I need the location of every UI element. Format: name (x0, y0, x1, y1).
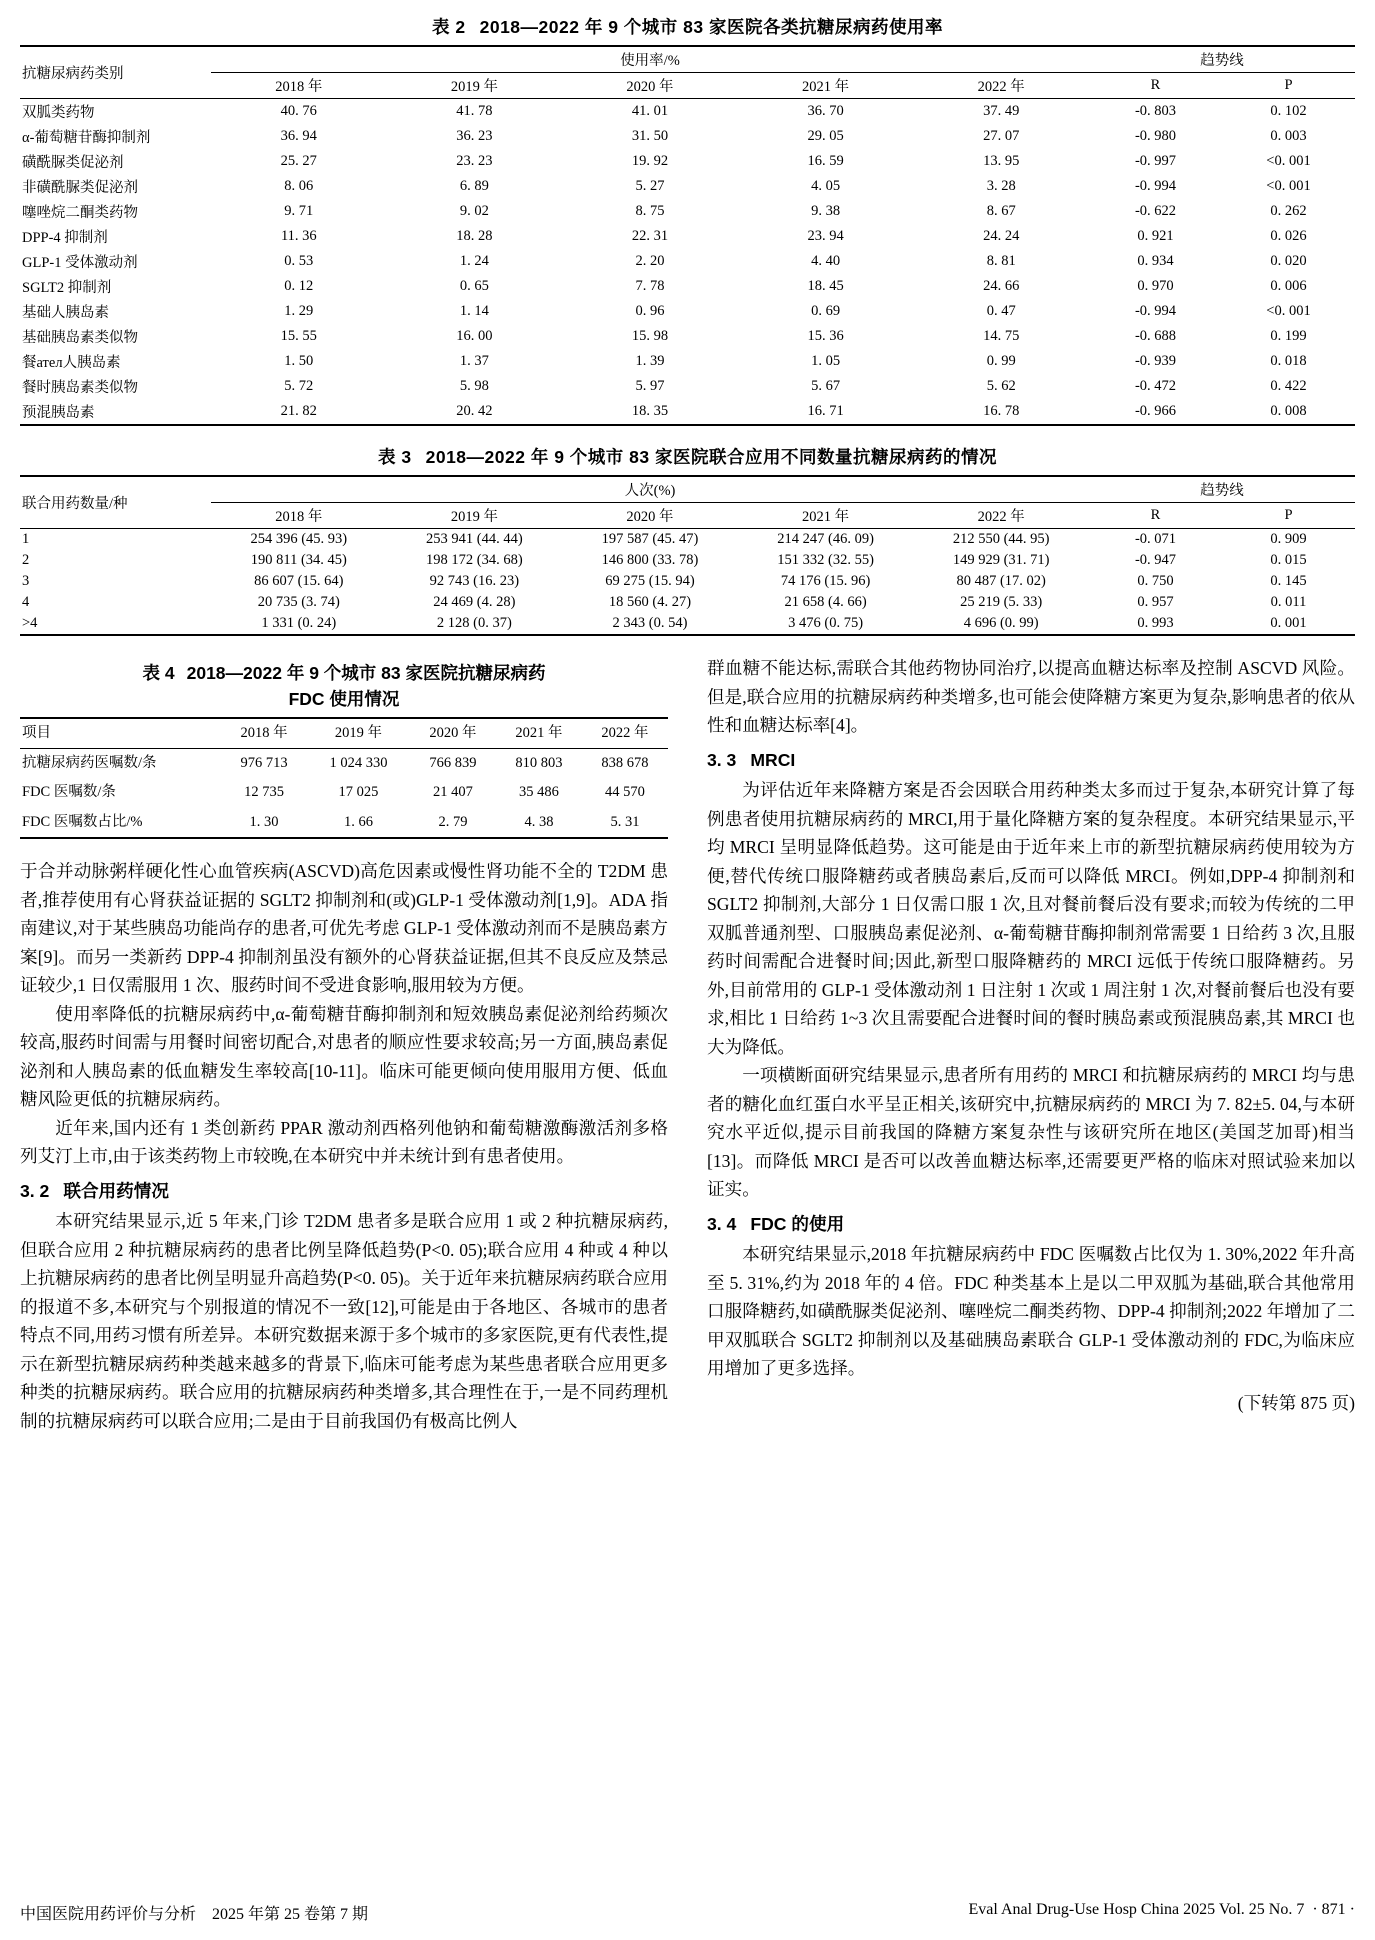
table3-col-r: R (1089, 503, 1222, 529)
cell: 766 839 (429, 754, 477, 771)
table2-row-label: 基础人胰岛素 (22, 305, 109, 321)
table4-col-2019: 2019 年 (307, 718, 410, 749)
table2-group-usage: 使用率/% (211, 46, 1089, 73)
cell: 40. 76 (280, 103, 317, 119)
cell: 8. 81 (986, 253, 1016, 269)
table3-group-trend: 趋势线 (1089, 476, 1355, 503)
table-row (20, 324, 1355, 349)
cell: 4. 05 (811, 178, 841, 194)
cell: 0. 018 (1270, 353, 1307, 369)
cell: 18 560 (4. 27) (608, 594, 692, 610)
cell: 15. 36 (807, 328, 844, 344)
table4-header-row (20, 718, 668, 749)
cell: 0. 422 (1270, 378, 1307, 394)
table3-header-group-row (20, 476, 1355, 503)
cell: 0. 65 (459, 278, 489, 294)
cell: 3. 28 (986, 178, 1016, 194)
table2-row-label: 磺酰脲类促泌剂 (22, 155, 124, 171)
cell: 41. 78 (456, 103, 493, 119)
cell: 16. 71 (738, 399, 914, 425)
cell: 5. 62 (986, 378, 1016, 394)
cell: 17 025 (338, 784, 379, 801)
section-heading-3-3 (707, 746, 1355, 775)
cell: 6. 89 (459, 178, 489, 194)
table4-row-label: FDC 医嘱数/条 (22, 784, 116, 801)
cell: 0. 011 (1270, 594, 1307, 610)
table2-row-label: 餐ател人胰岛素 (22, 355, 121, 371)
cell: 36. 70 (807, 103, 844, 119)
cell: 0. 12 (284, 278, 314, 294)
table-row (20, 374, 1355, 399)
cell: 25. 27 (280, 153, 317, 169)
cell: -0. 947 (1134, 552, 1177, 568)
cell: 0. 993 (1089, 613, 1222, 635)
cell: 1. 29 (284, 303, 314, 319)
table3-col-p: P (1222, 503, 1355, 529)
section-3-4-number: 3. 4 (707, 1213, 737, 1234)
table3-block (20, 444, 1355, 636)
page-content (20, 14, 1355, 1435)
table4-caption-number: 表 4 (142, 663, 175, 683)
footer-right: Eval Anal Drug-Use Hosp China 2025 Vol. 25 No. 7 · 871 · (968, 1901, 1355, 1918)
cell: 1. 24 (459, 253, 489, 269)
table2-caption-number: 表 2 (432, 17, 466, 37)
cell: 810 803 (515, 754, 563, 771)
cell: 69 275 (15. 94) (605, 573, 695, 589)
cell: -0. 472 (1134, 378, 1177, 394)
table-row (20, 571, 1355, 592)
cell: 0. 96 (635, 303, 665, 319)
table4-col-2021: 2021 年 (496, 718, 582, 749)
table4-row-label: 抗糖尿病药医嘱数/条 (22, 754, 157, 771)
cell: 5. 98 (459, 378, 489, 394)
cell: -0. 980 (1134, 128, 1177, 144)
table2 (20, 45, 1355, 426)
cell: 5. 72 (284, 378, 314, 394)
cell: 214 247 (46. 09) (777, 531, 874, 547)
table-row (20, 99, 1355, 125)
table-row (20, 249, 1355, 274)
cell: 0. 921 (1137, 228, 1174, 244)
table2-row-label: 餐时胰岛素类似物 (22, 380, 138, 396)
cell: 197 587 (45. 47) (601, 531, 699, 547)
cell: 0. 262 (1270, 203, 1307, 219)
cell: 9. 71 (284, 203, 314, 219)
table3-row-label: 4 (22, 594, 30, 610)
cell: 18. 35 (562, 399, 738, 425)
table-row (20, 274, 1355, 299)
cell: <0. 001 (1266, 153, 1311, 169)
table3-caption (20, 444, 1355, 469)
table4-col-2022: 2022 年 (582, 718, 668, 749)
cell: 0. 145 (1270, 573, 1307, 589)
right-para-4: 本研究结果显示,2018 年抗糖尿病药中 FDC 医嘱数占比仅为 1. 30%,2022 年升高至 5. 31%,约为 2018 年的 4 倍。FDC 种类基本上是以二甲双胍为基础,联合其他常用口服降糖药,如磺酰脲类促泌剂、噻唑烷二酮类药物、DPP-4 抑制剂;2022 年增加了二甲双胍联合 SGLT2 抑制剂以及基础胰岛素联合 GLP-1 受体激动剂的 FDC,为临床应用增加了更多选择。 (707, 1244, 1355, 1378)
cell: 20. 42 (387, 399, 563, 425)
cell: 20 735 (3. 74) (257, 594, 340, 610)
cell: 1 024 330 (329, 754, 388, 771)
table-row (20, 550, 1355, 571)
cell: 23. 94 (807, 228, 844, 244)
page-footer (20, 1901, 1355, 1924)
cell: 0. 020 (1270, 253, 1307, 269)
cell: 14. 75 (983, 328, 1020, 344)
cell: 0. 99 (986, 353, 1016, 369)
cell: 2. 20 (635, 253, 665, 269)
table2-row-label: 噻唑烷二酮类药物 (22, 205, 138, 221)
cell: 4 696 (0. 99) (913, 613, 1089, 635)
cell: 7. 78 (635, 278, 665, 294)
cell: 0. 026 (1270, 228, 1307, 244)
two-column-body (20, 654, 1355, 1435)
cell: 253 941 (44. 44) (426, 531, 523, 547)
cell: 1. 39 (635, 353, 665, 369)
section-3-2-title: 联合用药情况 (63, 1180, 169, 1201)
cell: 254 396 (45. 93) (250, 531, 348, 547)
cell: -0. 997 (1134, 153, 1177, 169)
cell: 1 331 (0. 24) (211, 613, 387, 635)
cell: 31. 50 (631, 128, 669, 144)
cell: 44 570 (605, 784, 645, 801)
table2-row-label: 双胍类药物 (22, 105, 95, 121)
cell: 8. 06 (284, 178, 314, 194)
cell: 1. 66 (307, 808, 410, 838)
cell: 19. 92 (631, 153, 669, 169)
table-row (20, 149, 1355, 174)
table3-caption-number: 表 3 (378, 447, 412, 467)
cell: 0. 015 (1270, 552, 1307, 568)
section-heading-3-4 (707, 1210, 1355, 1239)
table4-col-2018: 2018 年 (221, 718, 307, 749)
section-3-3-number: 3. 3 (707, 749, 737, 770)
cell: 4. 38 (496, 808, 582, 838)
cell: -0. 688 (1134, 328, 1177, 344)
table2-group-trend: 趋势线 (1089, 46, 1355, 73)
table2-col-2018: 2018 年 (211, 73, 387, 99)
cell: 0. 934 (1137, 253, 1174, 269)
left-para-3: 近年来,国内还有 1 类创新药 PPAR 激动剂西格列他钠和葡萄糖激酶激活剂多格列艾汀上市,由于该类药物上市较晚,在本研究中并未统计到有患者使用。 (20, 1117, 668, 1167)
table3-group-persons: 人次(%) (211, 476, 1089, 503)
cell: -0. 622 (1134, 203, 1177, 219)
table2-row-label: 基础胰岛素类似物 (22, 330, 138, 346)
table2-col-2022: 2022 年 (913, 73, 1089, 99)
table-row (20, 174, 1355, 199)
cell: 5. 67 (811, 378, 841, 394)
cell: 41. 01 (631, 103, 669, 119)
table2-col-category: 抗糖尿病药类别 (20, 46, 211, 99)
table2-row-label: GLP-1 受体激动剂 (22, 255, 138, 271)
table2-row-label: SGLT2 抑制剂 (22, 280, 112, 296)
continued-note: (下转第 875 页) (1237, 1392, 1355, 1413)
table2-col-2021: 2021 年 (738, 73, 914, 99)
table2-col-r: R (1089, 73, 1222, 99)
cell: 0. 909 (1270, 531, 1307, 547)
table4-col-item: 项目 (20, 718, 221, 749)
table2-header-row (20, 73, 1355, 99)
right-para-3: 一项横断面研究结果显示,患者所有用药的 MRCI 和抗糖尿病药的 MRCI 均与患者的糖化血红蛋白水平呈正相关,该研究中,抗糖尿病药的 MRCI 为 7. 82±5. 04,与本研究水平近似,提示目前我国的降糖方案复杂性与该研究所在地区(美国芝加哥)相当[13]。而降低 MRCI 是否可以改善血糖达标率,还需要更严格的临床对照试验来加以证实。 (707, 1065, 1355, 1199)
left-para-1: 于合并动脉粥样硬化性心血管疾病(ASCVD)高危因素或慢性肾功能不全的 T2DM 患者,推荐使用有心肾获益证据的 SGLT2 抑制剂和(或)GLP-1 受体激动剂[1,9]。ADA 指南建议,对于某些胰岛功能尚存的患者,可优先考虑 GLP-1 受体激动剂而不是胰岛素方案[9]。而另一类新药 DPP-4 抑制剂虽没有额外的心肾获益证据,但其不良反应及禁忌证较少,1 日仅需服用 1 次、服药时间不受进食影响,服用较为方便。 (20, 861, 668, 996)
section-3-4-title: FDC 的使用 (750, 1213, 845, 1234)
right-para-1: 群血糖不能达标,需联合其他药物协同治疗,以提高血糖达标率及控制 ASCVD 风险。但是,联合应用的抗糖尿病药种类增多,也可能会使降糖方案更为复杂,影响患者的依从性和血糖达标率[4]。 (707, 658, 1355, 735)
cell: 23. 23 (456, 153, 493, 169)
cell: 37. 49 (983, 103, 1020, 119)
cell: 21 407 (433, 784, 473, 801)
table2-col-p: P (1222, 73, 1355, 99)
table2-caption-text: 2018—2022 年 9 个城市 83 家医院各类抗糖尿病药使用率 (479, 17, 943, 37)
cell: 190 811 (34. 45) (250, 552, 347, 568)
cell: 0. 750 (1137, 573, 1174, 589)
cell: 16. 78 (913, 399, 1089, 425)
cell: 29. 05 (807, 128, 844, 144)
table3 (20, 475, 1355, 636)
section-3-2-number: 3. 2 (20, 1180, 50, 1201)
table2-row-label: 预混胰岛素 (20, 399, 211, 425)
cell: 212 550 (44. 95) (952, 531, 1050, 547)
cell: 24 469 (4. 28) (433, 594, 516, 610)
cell: 86 607 (15. 64) (254, 573, 344, 589)
left-column (20, 654, 668, 1435)
cell: 198 172 (34. 68) (426, 552, 523, 568)
cell: 15. 98 (631, 328, 669, 344)
table2-block (20, 14, 1355, 426)
table3-col-2022: 2022 年 (913, 503, 1089, 529)
table4-caption (20, 660, 668, 713)
table2-col-2019: 2019 年 (387, 73, 563, 99)
cell: 18. 45 (807, 278, 844, 294)
cell: 0. 970 (1137, 278, 1174, 294)
cell: 1. 50 (284, 353, 314, 369)
cell: <0. 001 (1266, 178, 1311, 194)
cell: 11. 36 (280, 228, 317, 244)
cell: 1. 05 (811, 353, 841, 369)
cell: 92 743 (16. 23) (429, 573, 520, 589)
cell: 3 476 (0. 75) (738, 613, 914, 635)
section-heading-3-2 (20, 1177, 668, 1206)
cell: 838 678 (601, 754, 649, 771)
cell: -0. 994 (1134, 178, 1177, 194)
cell: 0. 006 (1270, 278, 1307, 294)
cell: 1. 37 (459, 353, 489, 369)
cell: 0. 102 (1270, 103, 1307, 119)
cell: 13. 95 (983, 153, 1020, 169)
right-column (707, 654, 1355, 1417)
cell: -0. 966 (1089, 399, 1222, 425)
cell: 2. 79 (410, 808, 496, 838)
right-para-2: 为评估近年来降糖方案是否会因联合用药种类太多而过于复杂,本研究计算了每例患者使用抗糖尿病药的 MRCI,用于量化降糖方案的复杂程度。本研究结果显示,平均 MRCI 呈明显降低趋势。这可能是由于近年来上市的新型抗糖尿病药使用较为方便,替代传统口服降糖药或者胰岛素后,反而可以降低 MRCI。例如,DPP-4 抑制剂和 SGLT2 抑制剂,大部分 1 日仅需口服 1 次,且对餐前餐后没有要求;而较为传统的二甲双胍普通剂型、口服胰岛素促泌剂、α-葡萄糖苷酶抑制剂常需要 1 日给药 3 次,且服药时间需配合进餐时间;因此,新型口服降糖药的 MRCI 远低于传统口服降糖药。另外,目前常用的 GLP-1 受体激动剂 1 日注射 1 次或 1 周注射 1 次,对餐前餐后也没有要求,相比 1 日给药 1~3 次且需要配合进餐时间的餐时胰岛素或预混胰岛素,其 MRCI 也大为降低。 (707, 780, 1355, 1057)
cell: 9. 02 (459, 203, 489, 219)
table4-col-2020: 2020 年 (410, 718, 496, 749)
cell: 24. 24 (983, 228, 1020, 244)
cell: 0. 957 (1137, 594, 1174, 610)
table4 (20, 717, 668, 840)
cell: 5. 27 (635, 178, 665, 194)
cell: 27. 07 (983, 128, 1020, 144)
table-row (20, 613, 1355, 635)
cell: 12 735 (244, 784, 284, 801)
table3-row-label: >4 (20, 613, 211, 635)
table3-col-count: 联合用药数量/种 (20, 476, 211, 529)
cell: 1. 14 (459, 303, 489, 319)
cell: 21. 82 (211, 399, 387, 425)
table4-caption-line1: 2018—2022 年 9 个城市 83 家医院抗糖尿病药 (186, 663, 546, 683)
cell: 0. 47 (986, 303, 1016, 319)
table2-header-group-row (20, 46, 1355, 73)
table3-row-label: 3 (22, 573, 30, 589)
table4-caption-line2: FDC 使用情况 (288, 689, 400, 710)
cell: 22. 31 (631, 228, 669, 244)
cell: 16. 00 (456, 328, 493, 344)
cell: 0. 003 (1270, 128, 1307, 144)
table3-col-2019: 2019 年 (387, 503, 563, 529)
table-row (20, 778, 668, 807)
cell: 0. 53 (284, 253, 314, 269)
table3-col-2021: 2021 年 (738, 503, 914, 529)
table-row (20, 224, 1355, 249)
cell: 16. 59 (807, 153, 844, 169)
cell: -0. 803 (1134, 103, 1177, 119)
table3-caption-text: 2018—2022 年 9 个城市 83 家医院联合应用不同数量抗糖尿病药的情况 (425, 447, 997, 467)
left-para-2: 使用率降低的抗糖尿病药中,α-葡萄糖苷酶抑制剂和短效胰岛素促泌剂给药频次较高,服药时间需与用餐时间密切配合,对患者的顺应性要求较高;另一方面,胰岛素促泌剂和人胰岛素的低血糖发生率较高[10-11]。临床可能更倾向使用服用方便、低血糖风险更低的抗糖尿病药。 (20, 1003, 668, 1110)
table-row (20, 592, 1355, 613)
table-row (20, 349, 1355, 374)
table-row (20, 808, 668, 838)
left-para-4: 本研究结果显示,近 5 年来,门诊 T2DM 患者多是联合应用 1 或 2 种抗糖尿病药,但联合应用 2 种抗糖尿病药的患者比例呈降低趋势(P<0. 05);联合应用 4 种或 4 种以上抗糖尿病药的患者比例呈明显升高趋势(P<0. 05)。关于近年来抗糖尿病药联合应用的报道不多,本研究与个别报道的情况不一致[12],可能是由于各地区、各城市的患者特点不同,用药习惯有所差异。本研究数据来源于多个城市的多家医院,更有代表性,提示在新型抗糖尿病药种类越来越多的背景下,临床可能考虑为某些患者联合应用更多种类的抗糖尿病药。联合应用的抗糖尿病药种类增多,其合理性在于,一是不同药理机制的抗糖尿病药可以联合应用;二是由于目前我国仍有极高比例人 (20, 1211, 668, 1431)
table-row (20, 748, 668, 778)
table2-row-label: 非磺酰脲类促泌剂 (22, 180, 138, 196)
cell: 1. 30 (221, 808, 307, 838)
table3-row-label: 2 (22, 552, 30, 568)
cell: 976 713 (240, 754, 288, 771)
cell: 36. 94 (280, 128, 317, 144)
table2-row-label: DPP-4 抑制剂 (22, 230, 108, 246)
table2-row-label: α-葡萄糖苷酶抑制剂 (22, 130, 151, 146)
table2-caption (20, 14, 1355, 39)
table-row (20, 529, 1355, 551)
table-row (20, 299, 1355, 324)
cell: 4. 40 (811, 253, 841, 269)
cell: 151 332 (32. 55) (777, 552, 874, 568)
cell: 0. 001 (1222, 613, 1355, 635)
cell: 0. 199 (1270, 328, 1307, 344)
cell: 0. 008 (1222, 399, 1355, 425)
cell: 24. 66 (983, 278, 1020, 294)
cell: 149 929 (31. 71) (952, 552, 1050, 568)
table-row (20, 199, 1355, 224)
cell: 8. 75 (635, 203, 665, 219)
cell: 74 176 (15. 96) (780, 573, 871, 589)
table-row (20, 399, 1355, 425)
table4-block (20, 660, 668, 839)
cell: 9. 38 (811, 203, 841, 219)
section-3-3-title: MRCI (750, 749, 796, 770)
table3-header-row (20, 503, 1355, 529)
cell: -0. 994 (1134, 303, 1177, 319)
cell: -0. 071 (1134, 531, 1177, 547)
footer-left: 中国医院用药评价与分析 2025 年第 25 卷第 7 期 (20, 1906, 369, 1923)
table-row (20, 124, 1355, 149)
cell: 8. 67 (986, 203, 1016, 219)
table3-col-2020: 2020 年 (562, 503, 738, 529)
cell: 15. 55 (280, 328, 317, 344)
cell: <0. 001 (1266, 303, 1311, 319)
cell: 36. 23 (456, 128, 493, 144)
cell: 2 128 (0. 37) (387, 613, 563, 635)
table2-col-2020: 2020 年 (562, 73, 738, 99)
cell: 0. 69 (811, 303, 841, 319)
cell: 146 800 (33. 78) (601, 552, 699, 568)
cell: 5. 31 (582, 808, 668, 838)
cell: 80 487 (17. 02) (956, 573, 1046, 589)
table3-col-2018: 2018 年 (211, 503, 387, 529)
cell: 35 486 (519, 784, 559, 801)
cell: 25 219 (5. 33) (960, 594, 1043, 610)
cell: 18. 28 (456, 228, 493, 244)
cell: 2 343 (0. 54) (562, 613, 738, 635)
table3-row-label: 1 (22, 531, 30, 547)
table4-row-label: FDC 医嘱数占比/% (20, 808, 221, 838)
cell: 21 658 (4. 66) (784, 594, 867, 610)
cell: 5. 97 (635, 378, 665, 394)
cell: -0. 939 (1134, 353, 1177, 369)
